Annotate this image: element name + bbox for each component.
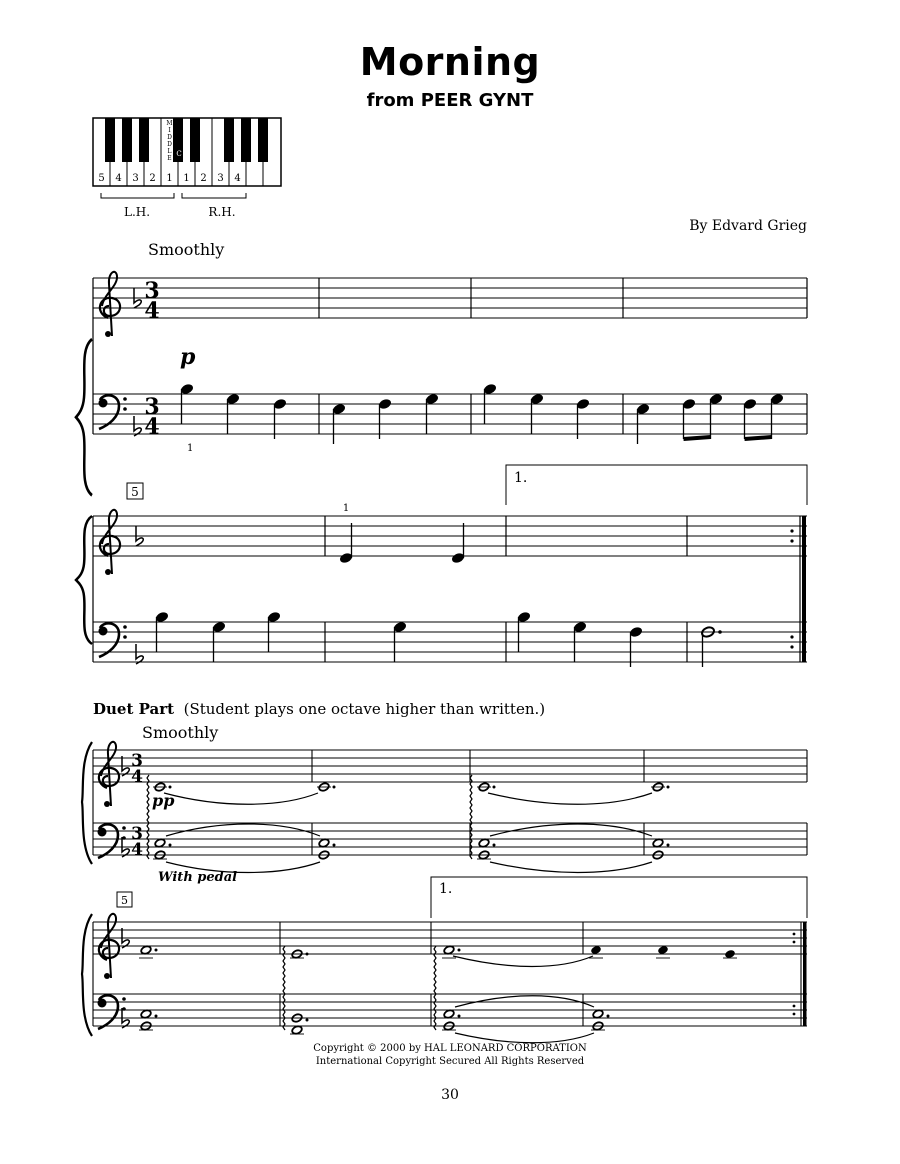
lh-finger-5: 5 bbox=[98, 173, 105, 184]
time-signature-top: 3 bbox=[131, 824, 143, 844]
flat-icon bbox=[136, 644, 143, 664]
time-signature-bottom: 4 bbox=[144, 298, 160, 324]
flat-icon bbox=[134, 416, 141, 436]
page-title: Morning bbox=[359, 40, 541, 84]
grand-staff-brace bbox=[76, 516, 92, 644]
copyright-line-2: International Copyright Secured All Rights Reserved bbox=[315, 1056, 585, 1067]
composer-credit: By Edvard Grieg bbox=[689, 218, 807, 234]
grand-staff-brace bbox=[82, 742, 92, 864]
student-system-1 bbox=[76, 272, 807, 495]
svg-text:E: E bbox=[167, 155, 172, 162]
lh-finger-3: 3 bbox=[132, 173, 139, 184]
pedal-marking: With pedal bbox=[158, 870, 238, 885]
svg-text:M: M bbox=[166, 120, 173, 127]
duet-tempo-marking: Smoothly bbox=[142, 723, 219, 742]
bass-notes bbox=[180, 383, 785, 444]
rh-finger-1: 1 bbox=[183, 173, 190, 184]
svg-text:I: I bbox=[168, 127, 171, 134]
measure-number: 5 bbox=[121, 894, 128, 907]
keyboard-diagram bbox=[93, 118, 281, 219]
duet-notes bbox=[153, 782, 670, 873]
rh-finger-3: 3 bbox=[217, 173, 224, 184]
time-signature-bottom: 4 bbox=[131, 767, 143, 787]
lh-label: L.H. bbox=[123, 205, 151, 219]
fingering-number: 1 bbox=[187, 443, 194, 454]
duet-heading-label: Duet Part bbox=[93, 700, 175, 718]
time-signature-top: 3 bbox=[131, 751, 143, 771]
treble-clef-icon bbox=[100, 272, 120, 337]
rh-finger-2: 2 bbox=[200, 173, 207, 184]
svg-text:L: L bbox=[167, 148, 172, 155]
svg-text:D: D bbox=[167, 141, 172, 148]
lh-finger-1: 1 bbox=[166, 173, 173, 184]
arpeggio-icon bbox=[147, 775, 149, 859]
duet-heading-note: (Student plays one octave higher than written.) bbox=[183, 700, 546, 718]
rh-finger-4: 4 bbox=[234, 173, 241, 184]
dynamic-marking: pp bbox=[152, 791, 175, 810]
bass-notes bbox=[155, 611, 722, 667]
page-number: 30 bbox=[441, 1087, 459, 1103]
rh-label: R.H. bbox=[208, 205, 236, 219]
grand-staff-brace bbox=[82, 914, 92, 1036]
time-signature-top: 3 bbox=[144, 394, 160, 420]
arpeggio-icon bbox=[283, 946, 285, 1030]
treble-notes bbox=[339, 523, 466, 564]
copyright-line-1: Copyright © 2000 by HAL LEONARD CORPORATION bbox=[313, 1043, 587, 1054]
time-signature-top: 3 bbox=[144, 278, 160, 304]
fingering-number: 1 bbox=[342, 503, 350, 514]
time-signature-bottom: 4 bbox=[131, 840, 143, 860]
svg-text:D: D bbox=[167, 134, 172, 141]
student-system-2 bbox=[76, 465, 807, 667]
measure-number: 5 bbox=[131, 485, 139, 499]
dynamic-marking: p bbox=[180, 344, 196, 370]
grand-staff-brace bbox=[76, 339, 92, 495]
ending-bracket-label: 1. bbox=[439, 881, 453, 897]
page-subtitle: from PEER GYNT bbox=[366, 90, 534, 111]
ending-bracket-label: 1. bbox=[514, 470, 528, 486]
time-signature-bottom: 4 bbox=[144, 414, 160, 440]
duet-system-1 bbox=[82, 742, 807, 885]
lh-finger-2: 2 bbox=[149, 173, 156, 184]
treble-clef-icon bbox=[100, 510, 120, 575]
svg-text:C: C bbox=[176, 150, 182, 158]
arpeggio-icon bbox=[434, 946, 436, 1030]
duet-system-2 bbox=[82, 877, 807, 1043]
lh-finger-4: 4 bbox=[115, 173, 122, 184]
student-tempo-marking: Smoothly bbox=[148, 240, 225, 259]
